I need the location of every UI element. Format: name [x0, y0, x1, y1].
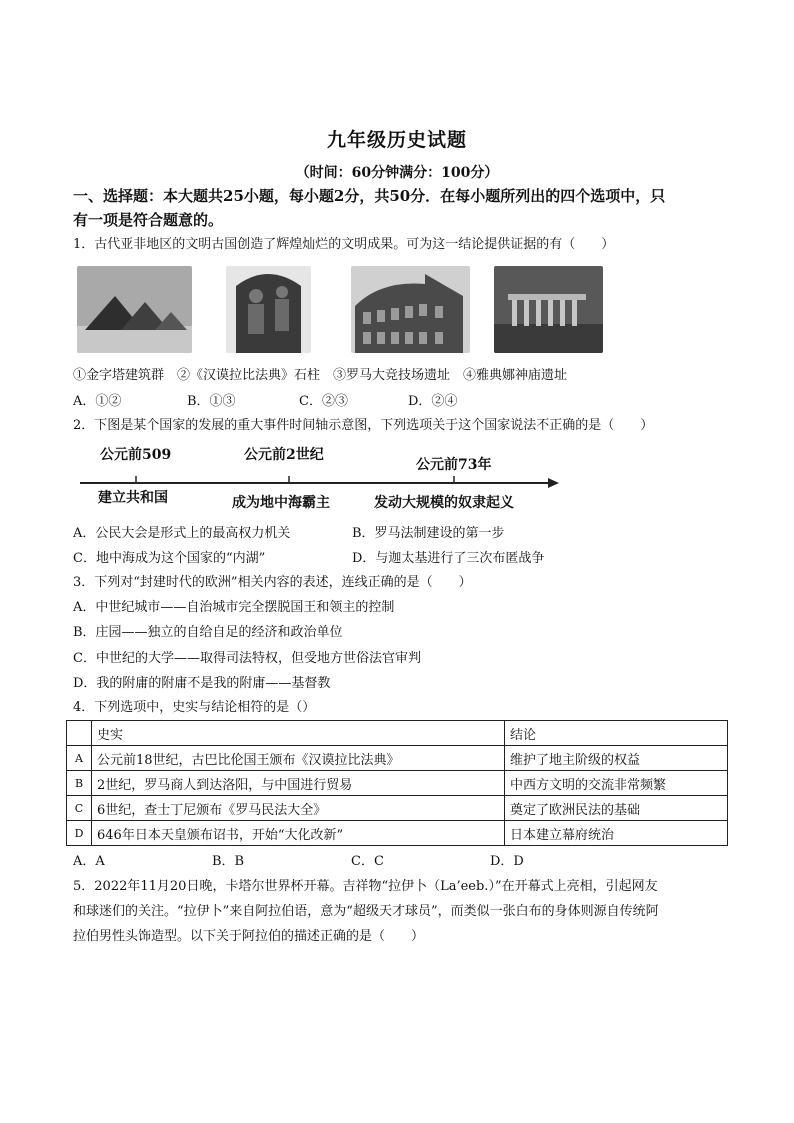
fact-conclusion-table: [66, 720, 728, 846]
q5-stem-line3: 拉伯男性头饰造型。以下关于阿拉伯的描述正确的是（ ）: [73, 929, 425, 944]
q4-option-a[interactable]: A．A: [73, 854, 105, 869]
q3-option-a[interactable]: A．中世纪城市——自治城市完全摆脱国王和领主的控制: [73, 600, 395, 615]
section-heading-line1: 一、选择题：本大题共25小题，每小题2分，共50分．在每小题所列出的四个选项中，只: [73, 187, 666, 205]
q4-option-c[interactable]: C．C: [351, 854, 384, 869]
q1-option-c[interactable]: C．②③: [299, 394, 348, 409]
q2-stem: 2．下图是某个国家的发展的重大事件时间轴示意图，下列选项关于这个国家说法不正确的是（ ）: [73, 418, 654, 433]
row-fact: 2世纪，罗马商人到达洛阳，与中国进行贸易: [92, 771, 505, 796]
q4-option-b[interactable]: B．B: [212, 854, 245, 869]
table-header-blank: [67, 721, 92, 746]
q4-stem: 4．下列选项中，史实与结论相符的是（）: [73, 700, 316, 715]
q5-stem-line2: 和球迷们的关注。“拉伊卜”来自阿拉伯语，意为“超级天才球员”，而类似一张白布的身体则源自传统阿: [73, 904, 659, 919]
timeline-event-3: 发动大规模的奴隶起义: [374, 495, 514, 511]
row-letter: A: [67, 746, 92, 771]
timeline-diagram: [78, 444, 560, 514]
q1-option-b[interactable]: B．①③: [187, 394, 236, 409]
row-conclusion: 中西方文明的交流非常频繁: [505, 771, 728, 796]
table-header-fact: 史实: [92, 721, 505, 746]
timeline-event-1: 建立共和国: [98, 490, 168, 506]
timeline-date-3: 公元前73年: [416, 457, 492, 473]
athena-temple-image: [494, 266, 603, 353]
row-letter: C: [67, 796, 92, 821]
table-header-conclusion: 结论: [505, 721, 728, 746]
page-title: 九年级历史试题: [326, 129, 467, 151]
q1-option-d[interactable]: D．②④: [408, 394, 458, 409]
q1-stem: 1．古代亚非地区的文明古国创造了辉煌灿烂的文明成果。可为这一结论提供证据的有（ ）: [73, 237, 615, 252]
row-fact: 646年日本天皇颁布诏书，开始“大化改新”: [92, 821, 505, 846]
q3-option-d[interactable]: D．我的附庸的附庸不是我的附庸——基督教: [73, 676, 331, 691]
exam-time-info: （时间：60分钟满分：100分）: [295, 165, 499, 181]
q3-option-b[interactable]: B．庄园——独立的自给自足的经济和政治单位: [73, 625, 343, 640]
table-row: [67, 771, 728, 796]
q1-image-captions: ①金字塔建筑群 ②《汉谟拉比法典》石柱 ③罗马大竞技场遗址 ④雅典娜神庙遗址: [73, 368, 568, 383]
row-fact: 公元前18世纪，古巴比伦国王颁布《汉谟拉比法典》: [92, 746, 505, 771]
q2-option-a[interactable]: A．公民大会是形式上的最高权力机关: [73, 526, 291, 541]
q3-option-c[interactable]: C．中世纪的大学——取得司法特权，但受地方世俗法官审判: [73, 651, 421, 666]
row-fact: 6世纪，查士丁尼颁布《罗马民法大全》: [92, 796, 505, 821]
table-row: [67, 796, 728, 821]
row-conclusion: 奠定了欧洲民法的基础: [505, 796, 728, 821]
section-heading-line2: 有一项是符合题意的。: [73, 211, 224, 229]
timeline-event-2: 成为地中海霸主: [232, 495, 330, 511]
pyramids-image: [77, 266, 192, 353]
row-conclusion: 维护了地主阶级的权益: [505, 746, 728, 771]
timeline-date-2: 公元前2世纪: [244, 447, 324, 463]
q4-option-d[interactable]: D．D: [490, 854, 524, 869]
row-letter: B: [67, 771, 92, 796]
table-header-row: [67, 721, 728, 746]
section-heading: [73, 184, 723, 232]
row-letter: D: [67, 821, 92, 846]
row-conclusion: 日本建立幕府统治: [505, 821, 728, 846]
q2-option-c[interactable]: C．地中海成为这个国家的“内湖”: [73, 551, 266, 566]
q5-stem-line1: 5．2022年11月20日晚，卡塔尔世界杯开幕。吉祥物“拉伊卜（La’eeb.）”在开幕式上亮相，引起网友: [73, 879, 658, 894]
q3-stem: 3．下列对“封建时代的欧洲”相关内容的表述，连线正确的是（ ）: [73, 575, 472, 590]
table-row: [67, 746, 728, 771]
q2-option-d[interactable]: D．与迦太基进行了三次布匿战争: [352, 551, 545, 566]
timeline-date-1: 公元前509: [100, 447, 172, 463]
q1-option-a[interactable]: A．①②: [73, 394, 122, 409]
hammurabi-stele-image: [226, 266, 311, 353]
q2-option-b[interactable]: B．罗马法制建设的第一步: [352, 526, 505, 541]
table-row: [67, 821, 728, 846]
colosseum-image: [351, 266, 470, 353]
